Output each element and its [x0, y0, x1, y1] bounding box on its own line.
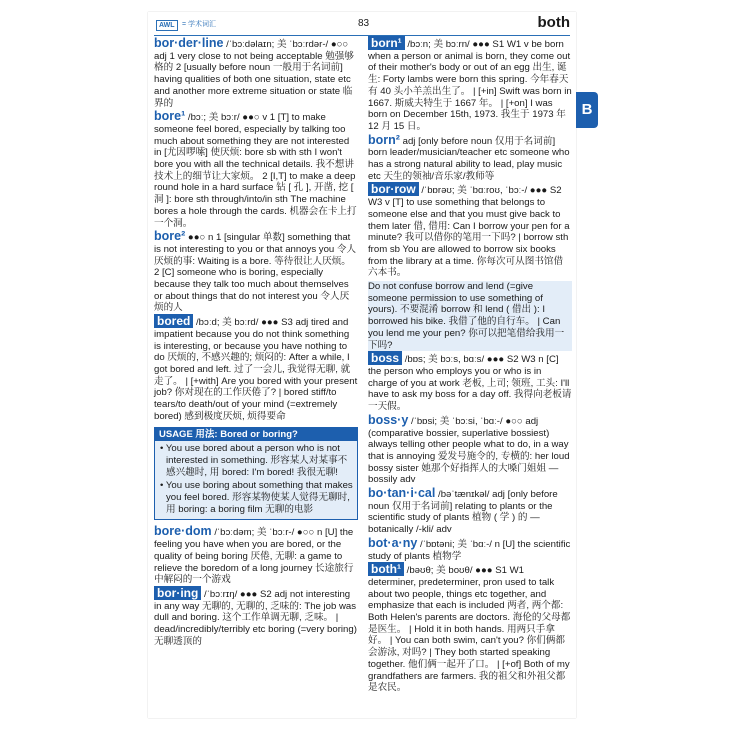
entry-text: adj [only before noun 仅用于名词前] born leader/musician/teacher etc someone who has a strong natural ability to lead, play music etc 天生的领袖/音乐家/教师等 [368, 135, 570, 182]
thumb-index-tab[interactable]: B [576, 92, 598, 128]
entry [154, 38, 358, 109]
headword: boss [368, 351, 402, 365]
headword: bored [154, 314, 193, 328]
headword: bo·tan·i·cal [368, 486, 436, 501]
entry [368, 412, 572, 486]
dictionary-page [148, 12, 576, 718]
usage-bullet-text: You use bored about a person who is not interested in something. 形容某人对某事不感兴趣时, 用 bored: I'm bored! 我很无聊! [165, 443, 348, 478]
entry-text: /ˈbɔːrɪŋ/ ●●● S2 adj not interesting in any way 无聊的, 无聊的, 乏味的: The job was dull and boring. 这个工作单调无聊, 乏味。 | dead/incredibly/terribly etc boring (=very boring) 无聊透顶的 [154, 588, 357, 647]
headword: bore·dom [154, 524, 212, 539]
entry [154, 526, 358, 586]
usage-bullet: • You use boring about something that makes you feel bored. 形容某物使某人觉得无聊时, 用 boring: a boring film 无聊的电影 [160, 480, 353, 515]
entry [368, 184, 572, 279]
headword: bor·der·line [154, 36, 224, 50]
entry-text: /bəˈtænɪkəl/ adj [only before noun 仅用于名词前] relating to plants or the scientific study of plants 植物 ( 学 ) 的 —botanically /-kli/ adv [368, 489, 558, 536]
confusion-note: Do not confuse borrow and lend (=give someone permission to use something of yours). 不要混淆 borrow 和 lend ( 借出 ): I borrowed his bike. 我借了他的自行车。 | Can you lend me your pen? 你可以把笔借给我用一下吗? [368, 281, 572, 351]
headword: boss·y [368, 412, 409, 427]
entry-text: /ˈbɒtəni; 美 ˈbɑː-/ n [U] the scientific study of plants 植物学 [368, 538, 571, 562]
entry-text: /ˈbɔːdəlaɪn; 美 ˈbɔːrdər-/ ●○○ adj 1 very close to not being acceptable 勉强够格的 2 [usually before noun 一般用于名词前] having qualities of both one situation, state etc and another more extreme situation or state 临界的 [154, 39, 354, 109]
page-header [148, 16, 576, 36]
headword: bot·a·ny [368, 535, 418, 550]
headword: both¹ [368, 562, 404, 576]
guide-word: both [537, 14, 570, 31]
entry [154, 111, 358, 229]
right-column [368, 38, 572, 696]
usage-box [154, 427, 358, 521]
usage-bullet-text: You use boring about something that makes you feel bored. 形容某物使某人觉得无聊时, 用 boring: a boring film 无聊的电影 [165, 480, 353, 515]
entry [368, 535, 572, 562]
entry [154, 316, 358, 422]
headword: born² [368, 132, 400, 147]
headword: bore² [154, 229, 186, 244]
usage-bullet: • You use bored about a person who is not interested in something. 形容某人对某事不感兴趣时, 用 bored: I'm bored! 我很无聊! [160, 443, 348, 478]
entry-text: /bəʊθ; 美 boʊθ/ ●●● S1 W1 determiner, predeterminer, pron used to talk about two people, things etc together, and emphasize that each is included 两者, 两个都: Both Helen's parents are doctors. 海伦的父母都是医生。 | Hold it in both hands. 用两只手拿好。 | You can both swim, can't you? 你们俩都会游泳, 对吗? | They both started speaking together. 他们俩一起开了口。 | [+of] Both of my grandfathers are farmers. 我的祖父和外祖父都是农民。 [368, 565, 571, 694]
entry-text: /ˈbɒsi; 美 ˈbɔːsi, ˈbɑː-/ ●○○ adj (comparative bossier, superlative bossiest) always telling other people what to do, in a way that is annoying 爱发号施令的, 专横的: her loud bossy sister 她那个好指挥人的大嗓门姐姐 —bossily adv [368, 415, 570, 486]
entry [368, 132, 572, 183]
entry-text: /ˈbɔːdəm; 美 ˈbɔːr-/ ●○○ n [U] the feeling you have when you are bored, or the quality of being boring 厌倦, 无聊: a game to relieve the boredom of a long journey 长途旅行中解闷的一个游戏 [154, 527, 354, 586]
entry [368, 281, 572, 351]
entry [368, 488, 572, 536]
awl-badge: AWL [156, 20, 178, 31]
entry-text: /ˈbɒrəʊ; 美 ˈbɑːroʊ, ˈbɔː-/ ●●● S2 W3 v [T] to use something that belongs to someone else and that you must give back to them later 借, 借用: Can I borrow your pen for a minute? 我可以借你的笔用一下吗? | borrow sth from sb You are allowed to borrow six books from the library at a time. 你每次可从图书馆借六本书。 [368, 185, 570, 279]
usage-body [155, 441, 357, 519]
entry [368, 38, 572, 133]
entry-text: /bɒs; 美 bɔːs, bɑːs/ ●●● S2 W3 n [C] the person who employs you or who is in charge of you at work 老板, 上司; 领班, 工头: I'll have to ask my boss for a day off. 我得向老板请一天假。 [368, 354, 572, 413]
entry-text: /bɔː; 美 bɔːr/ ●●○ v 1 [T] to make someone feel bored, especially by talking too much about something they are not interested in [尤因啰嗦] 使厌烦: bore sb with sth I won't bore you with all the technical details. 我不想讲技术上的细节让大家烦。 2 [I,T] to make a deep round hole in a hard surface 钻 [ 孔 ], 开凿, 挖 [ 洞 ]: bore sth through/into/in sth The machine bores a hole through the cards. 机器会在卡上打一个洞。 [154, 112, 357, 229]
entry-text: /bɔːn; 美 bɔːrn/ ●●● S1 W1 v be born when a person or animal is born, they come out of their mother's body or out of an egg 出生, 诞生: Forty lambs were born this spring. 今年春天有 40 头小羊羔出生了。 | [+in] Swift was born in 1667. 斯威夫特生于 1667 年。 | [+on] I was born on December 15th, 1973. 我生于 1973 年 12 月 15 日。 [368, 39, 572, 132]
entry-text: /bɔːd; 美 bɔːrd/ ●●● S3 adj tired and impatient because you do not think something is interesting, or because you have nothing to do 厌烦的, 不感兴趣的; 烦闷的: After a while, I got bored and left. 过了一会儿, 我觉得无聊, 就走了。 | [+with] Are you bored with your present job? 你对现在的工作厌倦了? | bored stiff/to tears/to death/out of your mind (=extremely bored) 感到极度厌烦, 烦得要命 [154, 317, 358, 422]
headword: bore¹ [154, 109, 186, 124]
entry [368, 353, 572, 413]
awl-label: = 学术词汇 [182, 21, 217, 28]
entry [154, 231, 358, 314]
entry [368, 564, 572, 694]
usage-title: USAGE 用法: Bored or boring? [155, 428, 357, 442]
page-number: 83 [358, 18, 370, 29]
headword: born¹ [368, 36, 405, 50]
headword: bor·ing [154, 586, 201, 600]
entry-text: ●●○ n 1 [singular 单数] something that is not interesting to you or that annoys you 令人厌烦的事: Waiting is a bore. 等待很让人厌烦。 2 [C] someone who is boring, especially because they talk too much about themselves or about things that do not interest you 令人厌烦的人 [154, 232, 357, 314]
left-column [154, 38, 358, 649]
headword: bor·row [368, 182, 419, 196]
entry [154, 585, 358, 648]
